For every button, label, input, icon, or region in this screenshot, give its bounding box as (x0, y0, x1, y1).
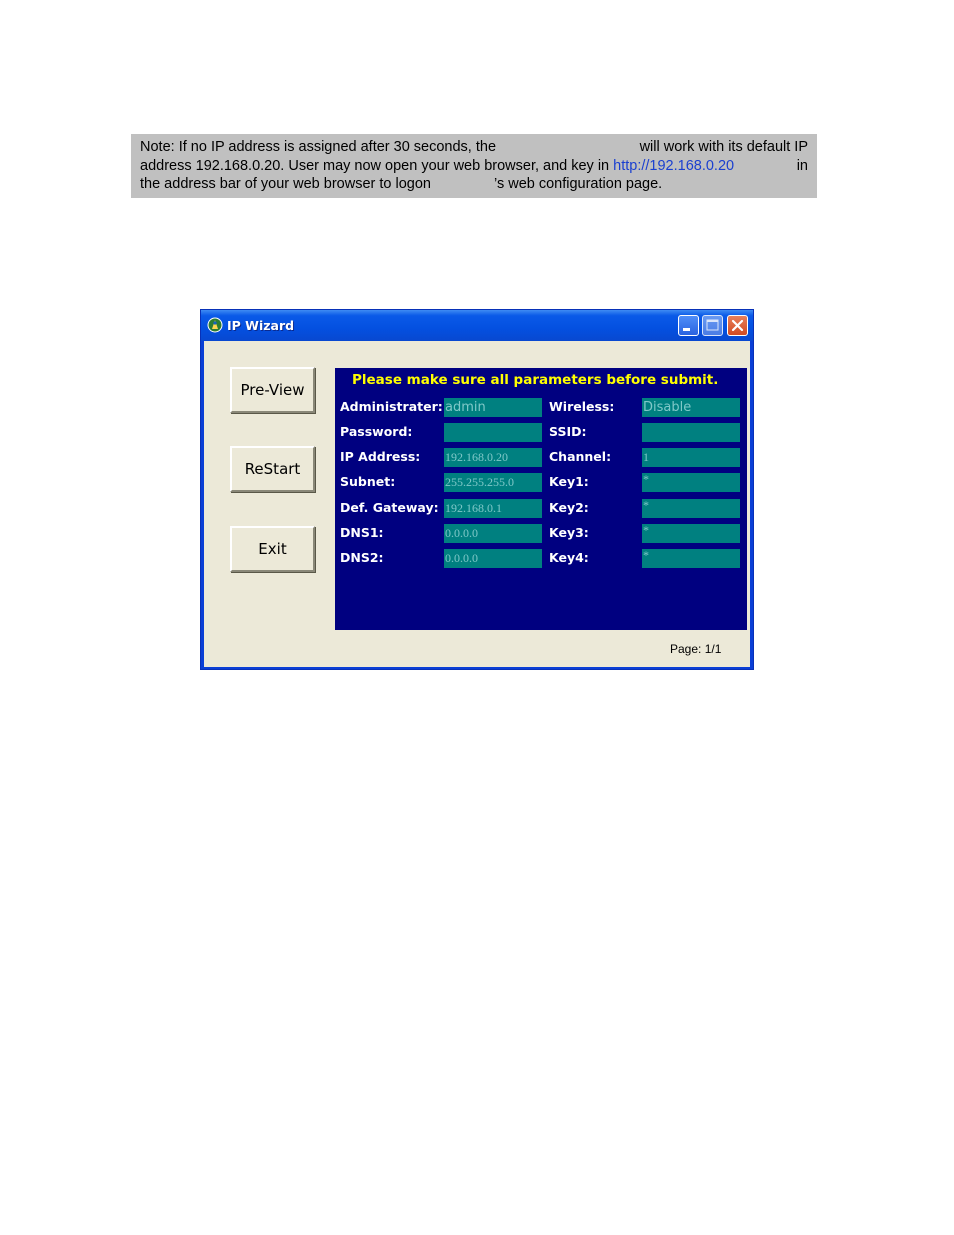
label-password: Password: (340, 424, 413, 439)
note-line-3 (140, 175, 808, 194)
parameters-panel (335, 368, 747, 630)
field-ip-address[interactable]: 192.168.0.20 (444, 448, 542, 467)
field-subnet[interactable]: 255.255.255.0 (444, 473, 542, 492)
field-dns2[interactable]: 0.0.0.0 (444, 549, 542, 568)
field-key3[interactable]: * (642, 524, 740, 543)
note-line-2 (140, 157, 808, 176)
label-channel: Channel: (549, 449, 612, 464)
label-key1: Key1: (549, 474, 589, 489)
minimize-button[interactable] (678, 315, 699, 336)
preview-button[interactable]: Pre-View (230, 367, 315, 413)
field-dns1[interactable]: 0.0.0.0 (444, 524, 542, 543)
label-ip-address: IP Address: (340, 449, 421, 464)
label-ssid: SSID: (549, 424, 587, 439)
window-title: IP Wizard (227, 318, 295, 333)
label-administrator: Administrater: (340, 399, 443, 414)
field-password[interactable] (444, 423, 542, 442)
field-default-gateway[interactable]: 192.168.0.1 (444, 499, 542, 518)
maximize-button[interactable] (702, 315, 723, 336)
field-ssid[interactable] (642, 423, 740, 442)
note-text-1b: will work with its default IP (639, 139, 808, 155)
ip-wizard-window (200, 309, 754, 670)
restart-button[interactable]: ReStart (230, 446, 315, 492)
page-indicator: Page: 1/1 (670, 642, 722, 656)
window-client-area (204, 341, 750, 667)
note-text-3a: the address bar of your web browser to logon (140, 176, 431, 192)
label-dns2: DNS2: (340, 550, 384, 565)
label-wireless: Wireless: (549, 399, 615, 414)
label-subnet: Subnet: (340, 474, 396, 489)
field-key1[interactable]: * (642, 473, 740, 492)
note-line-2-left (140, 157, 734, 176)
note-text-2b: . User may now open your web browser, and key in (280, 157, 610, 174)
exit-button[interactable]: Exit (230, 526, 315, 572)
label-key3: Key3: (549, 525, 589, 540)
close-button[interactable] (727, 315, 748, 336)
note-line-1-left (140, 138, 496, 157)
label-default-gateway: Def. Gateway: (340, 500, 439, 515)
panel-header: Please make sure all parameters before submit. (352, 372, 719, 388)
note-text-3b: ’s web configuration page. (493, 176, 663, 192)
note-text-2a: address (140, 157, 192, 174)
note-text-1a: If no IP address is assigned after 30 seconds, the (178, 139, 497, 155)
note-text-2c: in (796, 157, 808, 174)
close-icon (728, 316, 747, 335)
label-key4: Key4: (549, 550, 589, 565)
field-key2[interactable]: * (642, 499, 740, 518)
note-box (131, 134, 817, 198)
maximize-icon (703, 316, 722, 335)
label-dns1: DNS1: (340, 525, 384, 540)
note-default-ip: 192.168.0.20 (195, 157, 281, 174)
field-channel[interactable]: 1 (642, 448, 740, 467)
note-url-link[interactable]: http://192.168.0.20 (613, 157, 735, 174)
minimize-icon (679, 316, 698, 335)
field-administrator[interactable]: admin (444, 398, 542, 417)
field-key4[interactable]: * (642, 549, 740, 568)
note-label: Note: (140, 139, 175, 155)
field-wireless[interactable]: Disable (642, 398, 740, 417)
wizard-app-icon (207, 317, 223, 333)
label-key2: Key2: (549, 500, 589, 515)
title-bar[interactable] (201, 310, 753, 341)
note-line-1 (140, 138, 808, 157)
